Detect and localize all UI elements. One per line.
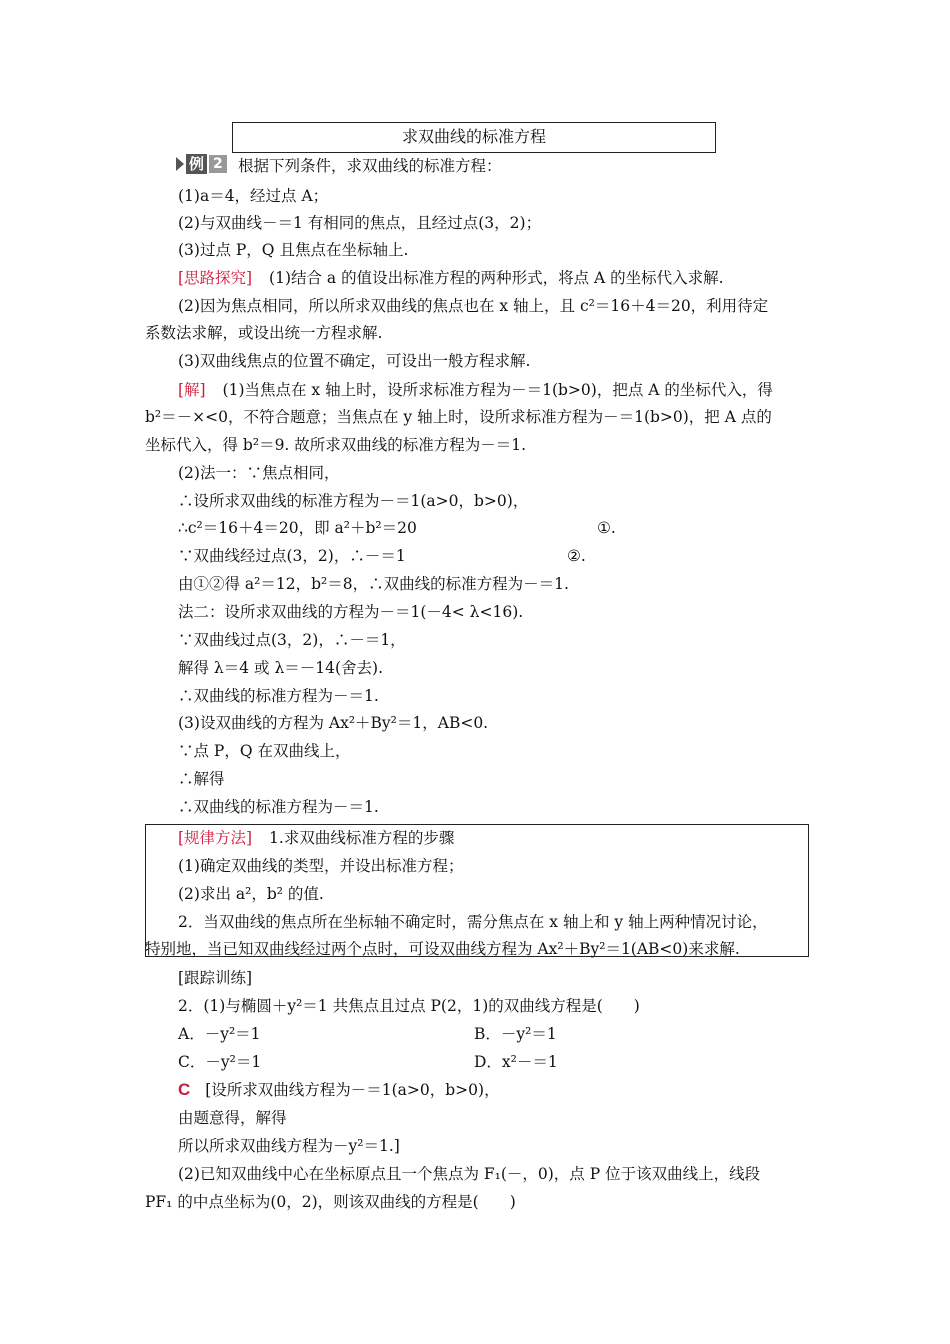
equation-mark-2: ②.	[567, 547, 586, 565]
explore-line-3: 系数法求解，或设出统一方程求解.	[145, 324, 383, 342]
solution-line-15: ∴解得	[178, 770, 225, 788]
solution-tag: [解]	[178, 381, 206, 399]
solution-line-4: (2)法一：∵焦点相同，	[178, 464, 340, 482]
solution-line-5: ∴设所求双曲线的标准方程为－＝1(a>0，b>0)，	[178, 492, 529, 510]
example-number: 2	[209, 155, 227, 173]
practice-question-2-line-2: PF₁ 的中点坐标为(0，2)，则该双曲线的方程是( )	[145, 1193, 516, 1211]
practice-question-1: 2．(1)与椭圆＋y²＝1 共焦点且过点 P(2，1)的双曲线方程是( )	[178, 997, 640, 1015]
solution-line-9: 法二：设所求双曲线的方程为－＝1(－4< λ<16).	[178, 603, 524, 621]
solution-line-16: ∴双曲线的标准方程为－＝1.	[178, 798, 379, 816]
explore-line-2: (2)因为焦点相同，所以所求双曲线的焦点也在 x 轴上，且 c²＝16＋4＝20，利用待定	[178, 297, 769, 315]
question-2: (2)与双曲线－＝1 有相同的焦点，且经过点(3，2)；	[178, 214, 542, 232]
explore-line-1: [思路探究] (1)结合 a 的值设出标准方程的两种形式，将点 A 的坐标代入求解.	[178, 269, 724, 287]
practice-header: [跟踪训练]	[178, 969, 253, 987]
answer-line-1: C [设所求双曲线方程为－＝1(a>0，b>0)，	[178, 1080, 500, 1099]
method-line-5: 特别地，当已知双曲线经过两个点时，可设双曲线方程为 Ax²＋By²＝1(AB<0)来求解.	[145, 940, 740, 958]
method-line-4: 2．当双曲线的焦点所在坐标轴不确定时，需分焦点在 x 轴上和 y 轴上两种情况讨论，	[178, 913, 768, 931]
solution-line-10: ∵双曲线过点(3，2)，∴－＝1，	[178, 631, 406, 649]
method-line-2: (1)确定双曲线的类型，并设出标准方程；	[178, 857, 464, 875]
explore-tag: [思路探究]	[178, 269, 253, 287]
option-b: B．－y²＝1	[474, 1025, 557, 1043]
option-c: C．－y²＝1	[178, 1053, 262, 1071]
example-tag	[176, 154, 227, 174]
method-line-1: [规律方法] 1.求双曲线标准方程的步骤	[178, 829, 455, 847]
explore-line-4: (3)双曲线焦点的位置不确定，可设出一般方程求解.	[178, 352, 531, 370]
equation-mark-1: ①.	[597, 519, 616, 537]
triangle-icon	[176, 157, 184, 171]
example-label: 例	[186, 154, 207, 174]
solution-line-11: 解得 λ＝4 或 λ＝－14(舍去).	[178, 659, 384, 677]
solution-line-3: 坐标代入，得 b²＝9. 故所求双曲线的标准方程为－＝1.	[145, 436, 527, 454]
solution-line-1: [解] (1)当焦点在 x 轴上时，设所求标准方程为－＝1(b>0)，把点 A 的坐标代入，得	[178, 381, 773, 399]
solution-line-7: ∵双曲线经过点(3，2)，∴－＝1	[178, 547, 406, 565]
question-1: (1)a＝4，经过点 A；	[178, 187, 329, 205]
solution-line-14: ∵点 P，Q 在双曲线上，	[178, 742, 351, 760]
answer-line-2: 由题意得，解得	[178, 1109, 287, 1127]
option-d: D．x²－＝1	[474, 1053, 558, 1071]
solution-line-12: ∴双曲线的标准方程为－＝1.	[178, 687, 379, 705]
section-title: 求双曲线的标准方程	[232, 122, 716, 153]
solution-line-2: b²＝－×<0，不符合题意；当焦点在 y 轴上时，设所求标准方程为－＝1(b>0)，把 A 点的	[145, 408, 772, 426]
practice-question-2-line-1: (2)已知双曲线中心在坐标原点且一个焦点为 F₁(－，0)，点 P 位于该双曲线上，线段	[178, 1165, 761, 1183]
method-tag: [规律方法]	[178, 829, 253, 847]
answer-line-3: 所以所求双曲线方程为－y²＝1.]	[178, 1137, 400, 1155]
example-stem: 根据下列条件，求双曲线的标准方程：	[238, 157, 502, 175]
answer-letter: C	[178, 1080, 191, 1099]
solution-line-6: ∴c²＝16＋4＝20，即 a²＋b²＝20	[178, 519, 417, 537]
option-a: A．－y²＝1	[178, 1025, 261, 1043]
solution-line-8: 由①②得 a²＝12，b²＝8，∴双曲线的标准方程为－＝1.	[178, 575, 569, 593]
method-line-3: (2)求出 a²，b² 的值.	[178, 885, 324, 903]
question-3: (3)过点 P，Q 且焦点在坐标轴上.	[178, 241, 409, 259]
solution-line-13: (3)设双曲线的方程为 Ax²＋By²＝1，AB<0.	[178, 714, 489, 732]
